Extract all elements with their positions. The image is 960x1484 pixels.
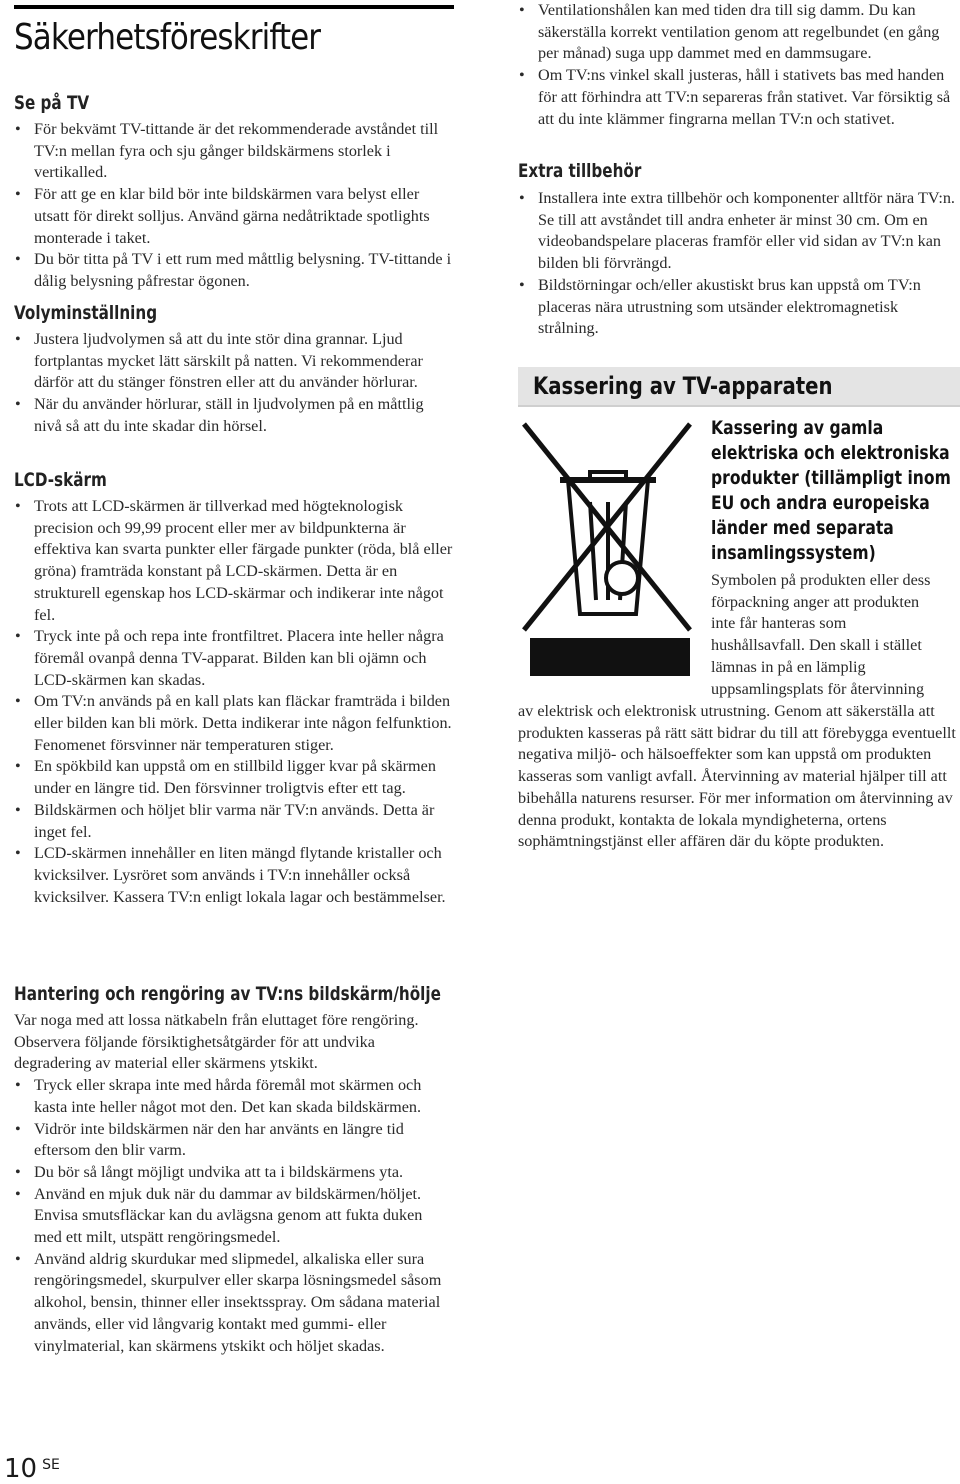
section-heading-extra: Extra tillbehör [518,160,642,182]
text-line: hushållsavfall. Den skall i stället [711,636,922,655]
section-heading-se-pa-tv: Se på TV [14,92,90,114]
kassering-body [518,701,960,853]
list-item: • Du bör titta på TV i ett rum med måttlig belysning. TV-tittande i dålig belysning påfrestar ögonen. [14,249,454,292]
section-heading-hantering: Hantering och rengöring av TV:ns bildskärm/hölje [14,983,441,1005]
title-rule [14,5,454,9]
list-item: • Använd en mjuk duk när du dammar av bildskärmen/höljet. Envisa smutsfläckar kan du avlägsna genom att fukta duken med ett milt, utspätt rengöringsmedel. [14,1184,454,1249]
section-banner-kassering [518,367,960,407]
banner-title: Kassering av TV-apparaten [533,372,833,400]
paragraph: av elektrisk och elektronisk utrustning. Genom att säkerställa att produkten kasseras på rätt sätt bidrar du till att förebygga eventuellt negativa miljö- och hälsoeffekter som kan uppstå om produkten kasseras som vanligt avfall. Återvinning av material hjälper till att bibehålla naturens resurser. För mer information om återvinning av denna produkt, kontakta de lokala myndigheterna, ortens sophämtningstjänst eller affären där du köpte produkten. [518,702,956,851]
kassering-intro [711,570,960,700]
list-item: • En spökbild kan uppstå om en stillbild ligger kvar på skärmen under en längre tid. Den försvinner troligtvis efter ett tag. [14,756,454,799]
list-item: • För att ge en klar bild bör inte bildskärmen vara belyst eller utsatt för direkt solljus. Använd gärna nedåtriktade spotlights monterade i taket. [14,184,454,249]
list-volym [14,329,454,438]
page-number-value: 10 [4,1454,38,1484]
page-title: Säkerhetsföreskrifter [14,17,321,58]
list-se-pa-tv [14,119,454,293]
text-line: uppsamlingsplats för återvinning [711,679,925,698]
list-item: • När du använder hörlurar, ställ in ljudvolymen på en måttlig nivå så att du inte skadar din hörsel. [14,394,454,437]
list-item: • Justera ljudvolymen så att du inte stör dina grannar. Ljud fortplantas mycket lätt särskilt på natten. Vi rekommenderar därför att du stänger fönstren eller att du använder hörlurar. [14,329,454,394]
list-item: • Om TV:ns vinkel skall justeras, håll i stativets bas med handen för att förhindra att TV:n separeras från stativet. Var försiktig så att du inte klämmer fingrarna mellan TV:n och stativet. [518,65,960,130]
text-line: förpackning anger att produkten [711,592,920,611]
kassering-subheading: Kassering av gamla elektriska och elektroniska produkter (tillämpligt inom EU och andra europeiska länder med separata insamlingssystem) [711,417,951,564]
text-line: Symbolen på produkten eller dess [711,571,931,589]
section-heading-lcd: LCD-skärm [14,469,107,491]
list-item: • För bekvämt TV-tittande är det rekommenderade avståndet till TV:n mellan fyra och sju gånger bildskärmens storlek i vertikalled. [14,119,454,184]
list-item: • Tryck inte på och repa inte frontfiltret. Placera inte heller några föremål ovanpå denna TV-apparat. Bilden kan bli ojämn och LCD-skärmen kan skadas. [14,626,454,691]
text-line: lämnas in på en lämplig [711,657,866,676]
list-item: • Vidrör inte bildskärmen när den har använts en längre tid eftersom den blir varm. [14,1119,454,1162]
paragraph: Var noga med att lossa nätkabeln från eluttaget före rengöring. [14,1011,419,1029]
list-item: • Ventilationshålen kan med tiden dra till sig damm. Du kan säkerställa korrekt ventilation genom att regelbundet (en gång per månad) suga upp dammet med en dammsugare. [518,0,960,65]
paragraph: Observera följande försiktighetsåtgärder för att undvika degradering av material eller skärmens ytskikt. [14,1032,375,1073]
crossed-out-bin-icon [518,418,698,682]
hantering-body [14,1010,454,1357]
text-line: inte får hanteras som [711,614,847,633]
list-item: • Du bör så långt möjligt undvika att ta i bildskärmens yta. [14,1162,454,1184]
section-heading-volym: Volyminställning [14,302,158,324]
page-language: SE [42,1457,60,1473]
list-item: • Tryck eller skrapa inte med hårda föremål mot skärmen och kasta inte heller något mot den. Det kan skada bildskärmen. [14,1075,454,1118]
list-item: • Installera inte extra tillbehör och komponenter alltför nära TV:n. Se till att avståndet till andra enheter är minst 30 cm. Om en videobandspelare placeras framför eller vid sidan av TV:n kan bilden bli förvrängd. [518,188,960,275]
list-item: • Trots att LCD-skärmen är tillverkad med högteknologisk precision och 99,99 procent eller mer av bildpunkterna är effektiva kan svarta punkter eller färgade punkter (röda, blå eller gröna) framträda konstant på LCD-skärmen. Detta är en strukturell egenskap hos LCD-skärmar och indikerar inte något fel. [14,496,454,626]
list-item: • Bildskärmen och höljet blir varma när TV:n används. Detta är inget fel. [14,800,454,843]
list-item: • LCD-skärmen innehåller en liten mängd flytande kristaller och kvicksilver. Lysröret som används i TV:n innehåller också kvicksilver. Kassera TV:n enligt lokala lagar och bestämmelser. [14,843,454,908]
list-item: • Använd aldrig skurdukar med slipmedel, alkaliska eller sura rengöringsmedel, skurpulver eller skarpa lösningsmedel såsom alkohol, bensin, thinner eller insektsspray. Om sådana material används, eller vid långvarig kontakt med gummi- eller vinylmaterial, kan skärmens ytskikt och höljet skadas. [14,1249,454,1358]
list-lcd [14,496,454,908]
list-right-top [518,0,960,130]
list-extra [518,188,960,340]
list-item: • Bildstörningar och/eller akustiskt brus kan uppstå om TV:n placeras nära utrustning som utsänder elektromagnetisk strålning. [518,275,960,340]
page-number [4,1455,60,1483]
list-item: • Om TV:n används på en kall plats kan fläckar framträda i bilden eller bilden kan bli mörk. Detta indikerar inte någon felfunktion. Fenomenet försvinner när temperaturen stiger. [14,691,454,756]
